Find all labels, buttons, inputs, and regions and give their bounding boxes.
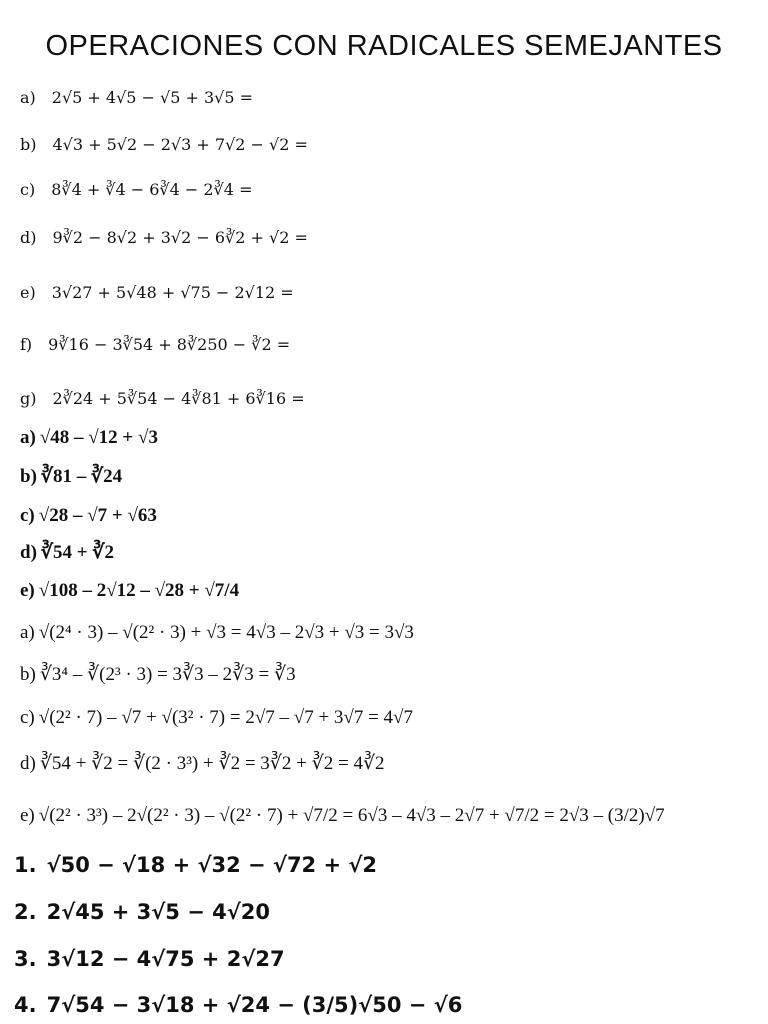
exercise-label: b) (20, 664, 36, 685)
exercise-label: 1. (14, 853, 37, 877)
exercise-label: c) (20, 707, 35, 728)
simplify-c (20, 505, 157, 527)
exercise-label: d) (20, 753, 36, 774)
solution-a (20, 622, 414, 644)
exercise-label: b) (20, 135, 37, 154)
simplify-b (20, 465, 122, 488)
exercise-label: d) (20, 228, 37, 247)
exercise-label: g) (20, 389, 37, 408)
exercise-expression: √(2² · 3³) – 2√(2² · 3) – √(2² · 7) + √7/2 = 6√3 – 4√3 – 2√7 + √7/2 = 2√3 – (3/2)√7 (38, 805, 665, 826)
exercise-expression: 3√27 + 5√48 + √75 − 2√12 = (51, 283, 294, 302)
exercise-expression: √(2² · 7) – √7 + √(3² · 7) = 2√7 – √7 + 3√7 = 4√7 (38, 707, 413, 728)
exercise-g (20, 389, 305, 408)
exercise-expression: √48 – √12 + √3 (39, 427, 158, 448)
exercise-e (20, 283, 294, 302)
exercise-label: e) (20, 580, 35, 601)
exercise-expression: 2√45 + 3√5 − 4√20 (46, 900, 270, 924)
exercise-label: a) (20, 427, 36, 448)
problem-1 (14, 853, 377, 877)
exercise-expression: 4√3 + 5√2 − 2√3 + 7√2 − √2 = (52, 135, 308, 154)
solution-e (20, 805, 665, 827)
exercise-label: a) (20, 88, 36, 107)
exercise-expression: ∛81 – ∛24 (40, 466, 123, 487)
exercise-c (20, 180, 252, 199)
simplify-d (20, 541, 114, 564)
exercise-label: c) (20, 505, 35, 526)
exercise-expression: 9∛16 − 3∛54 + 8∛250 − ∛2 = (48, 335, 291, 354)
exercise-f (20, 335, 290, 354)
page-title: OPERACIONES CON RADICALES SEMEJANTES (45, 30, 723, 62)
exercise-expression: 2√5 + 4√5 − √5 + 3√5 = (51, 88, 254, 107)
exercise-label: b) (20, 466, 37, 487)
exercise-expression: ∛3⁴ – ∛(2³ · 3) = 3∛3 – 2∛3 = ∛3 (39, 664, 296, 685)
solution-d (20, 752, 385, 775)
exercise-label: c) (20, 180, 36, 199)
exercise-d (20, 228, 308, 247)
exercise-a (20, 88, 253, 107)
exercise-expression: 2∛24 + 5∛54 − 4∛81 + 6∛16 = (52, 389, 305, 408)
problem-2 (14, 900, 270, 924)
simplify-e (20, 580, 239, 602)
exercise-label: 3. (14, 947, 37, 971)
exercise-label: e) (20, 283, 36, 302)
exercise-expression: 3√12 − 4√75 + 2√27 (46, 947, 285, 971)
exercise-label: 2. (14, 900, 37, 924)
exercise-label: d) (20, 542, 37, 563)
exercise-expression: √(2⁴ · 3) – √(2² · 3) + √3 = 4√3 – 2√3 + √3 = 3√3 (38, 622, 414, 643)
exercise-label: 4. (14, 993, 37, 1017)
exercise-label: f) (20, 335, 33, 354)
solution-c (20, 707, 413, 729)
solution-b (20, 663, 296, 686)
exercise-expression: ∛54 + ∛2 (40, 542, 114, 563)
exercise-expression: √28 – √7 + √63 (38, 505, 157, 526)
simplify-a (20, 427, 158, 449)
exercise-label: a) (20, 622, 35, 643)
exercise-expression: 9∛2 − 8√2 + 3√2 − 6∛2 + √2 = (52, 228, 308, 247)
exercise-expression: ∛54 + ∛2 = ∛(2 · 3³) + ∛2 = 3∛2 + ∛2 = 4∛2 (39, 753, 385, 774)
exercise-label: e) (20, 805, 35, 826)
exercise-expression: √108 – 2√12 – √28 + √7/4 (38, 580, 240, 601)
exercise-expression: 7√54 − 3√18 + √24 − (3/5)√50 − √6 (46, 993, 463, 1017)
problem-3 (14, 947, 285, 971)
exercise-expression: √50 − √18 + √32 − √72 + √2 (46, 853, 378, 877)
exercise-expression: 8∛4 + ∛4 − 6∛4 − 2∛4 = (51, 180, 253, 199)
problem-4 (14, 993, 462, 1017)
exercise-b (20, 135, 308, 154)
